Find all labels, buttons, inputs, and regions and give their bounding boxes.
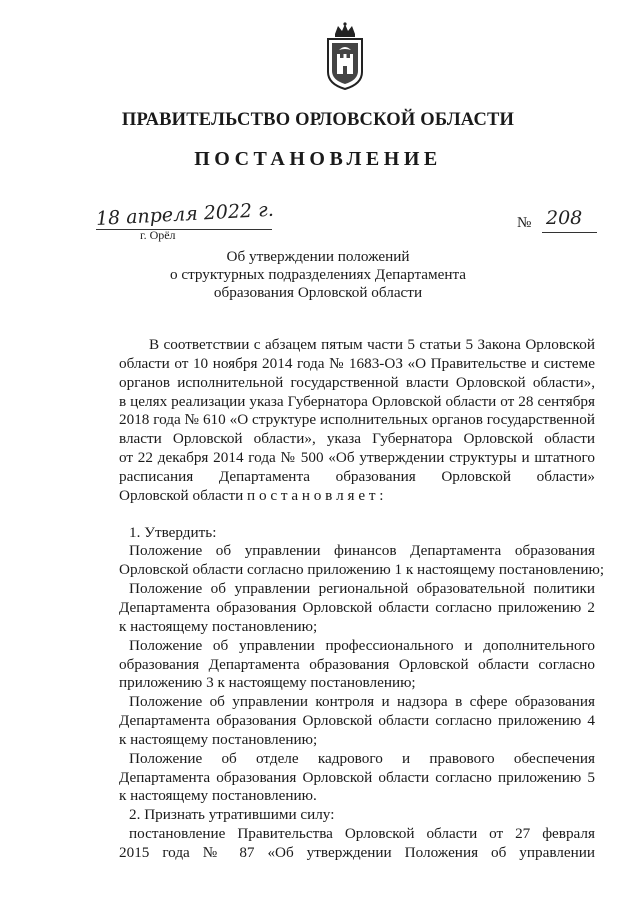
number-label: № — [517, 215, 532, 231]
body-line: 2018 года № 610 «О структуре исполнительных органов государственной — [119, 411, 595, 429]
body-line: Департамента образования Орловской области согласно приложению 5 — [119, 768, 595, 786]
body-line: Положение об отделе кадрового и правового обеспечения — [129, 749, 595, 767]
body-line: В соответствии с абзацем пятым части 5 статьи 5 Закона Орловской — [149, 336, 595, 353]
body-line: Департамента образования Орловской области согласно приложению 4 — [119, 712, 595, 730]
body-line: к настоящему постановлению. — [119, 787, 317, 805]
body-line: к настоящему постановлению; — [119, 730, 318, 748]
body-line: расписания Департамента образования Орловской области» — [119, 467, 595, 485]
body-line: образования Департамента образования Орловской области согласно — [119, 655, 595, 673]
coat-of-arms-icon — [323, 22, 367, 92]
body-line: Орловской области согласно приложению 1 к настоящему постановлению; — [119, 561, 605, 579]
body-line: приложению 3 к настоящему постановлению; — [119, 674, 416, 692]
subject-line: о структурных подразделениях Департамента — [169, 266, 467, 283]
subject-line: Об утверждении положений — [226, 248, 410, 265]
body-line: Орловской области п о с т а н о в л я е т : — [119, 486, 384, 504]
handwritten-date: 18 апреля 2022 г. — [95, 198, 275, 230]
body-line: в целях реализации указа Губернатора Орловской области от 28 сентября — [119, 392, 595, 410]
handwritten-number: 208 — [546, 207, 583, 229]
document-subject — [0, 248, 636, 302]
body-line: 2. Признать утратившими силу: — [129, 806, 335, 824]
body-line: органов исполнительной государственной власти Орловской области», — [119, 373, 595, 391]
city-label: г. Орёл — [140, 228, 176, 242]
body-line: власти Орловской области», указа Губернатора Орловской области — [119, 430, 595, 448]
body-line: Положение об управлении региональной образовательной политики — [129, 580, 595, 598]
body-line: от 22 декабря 2014 года № 500 «Об утверждении структуры и штатного — [119, 449, 595, 467]
document-type-title: ПОСТАНОВЛЕНИЕ — [194, 148, 442, 170]
body-line: Департамента образования Орловской области согласно приложению 2 — [119, 598, 595, 616]
subject-line: образования Орловской области — [213, 284, 423, 301]
body-line: Положение об управлении финансов Департамента образования — [129, 542, 595, 560]
body-line: постановление Правительства Орловской области от 27 февраля — [129, 825, 595, 843]
body-line: Положение об управлении контроля и надзора в сфере образования — [129, 693, 595, 711]
body-line: Положение об управлении профессионального и дополнительного — [129, 636, 595, 654]
number-underline — [542, 232, 597, 233]
date-underline — [96, 229, 272, 230]
body-line: 2015 года № 87 «Об утверждении Положения об управлении — [119, 843, 595, 861]
government-title: ПРАВИТЕЛЬСТВО ОРЛОВСКОЙ ОБЛАСТИ — [121, 110, 515, 130]
body-line: 1. Утвердить: — [129, 523, 217, 541]
body-line: к настоящему постановлению; — [119, 617, 318, 635]
paragraph-gap — [119, 506, 595, 524]
document-body — [119, 336, 605, 863]
body-line: области от 10 ноября 2014 года № 1683-ОЗ «О Правительстве и системе — [119, 354, 595, 372]
